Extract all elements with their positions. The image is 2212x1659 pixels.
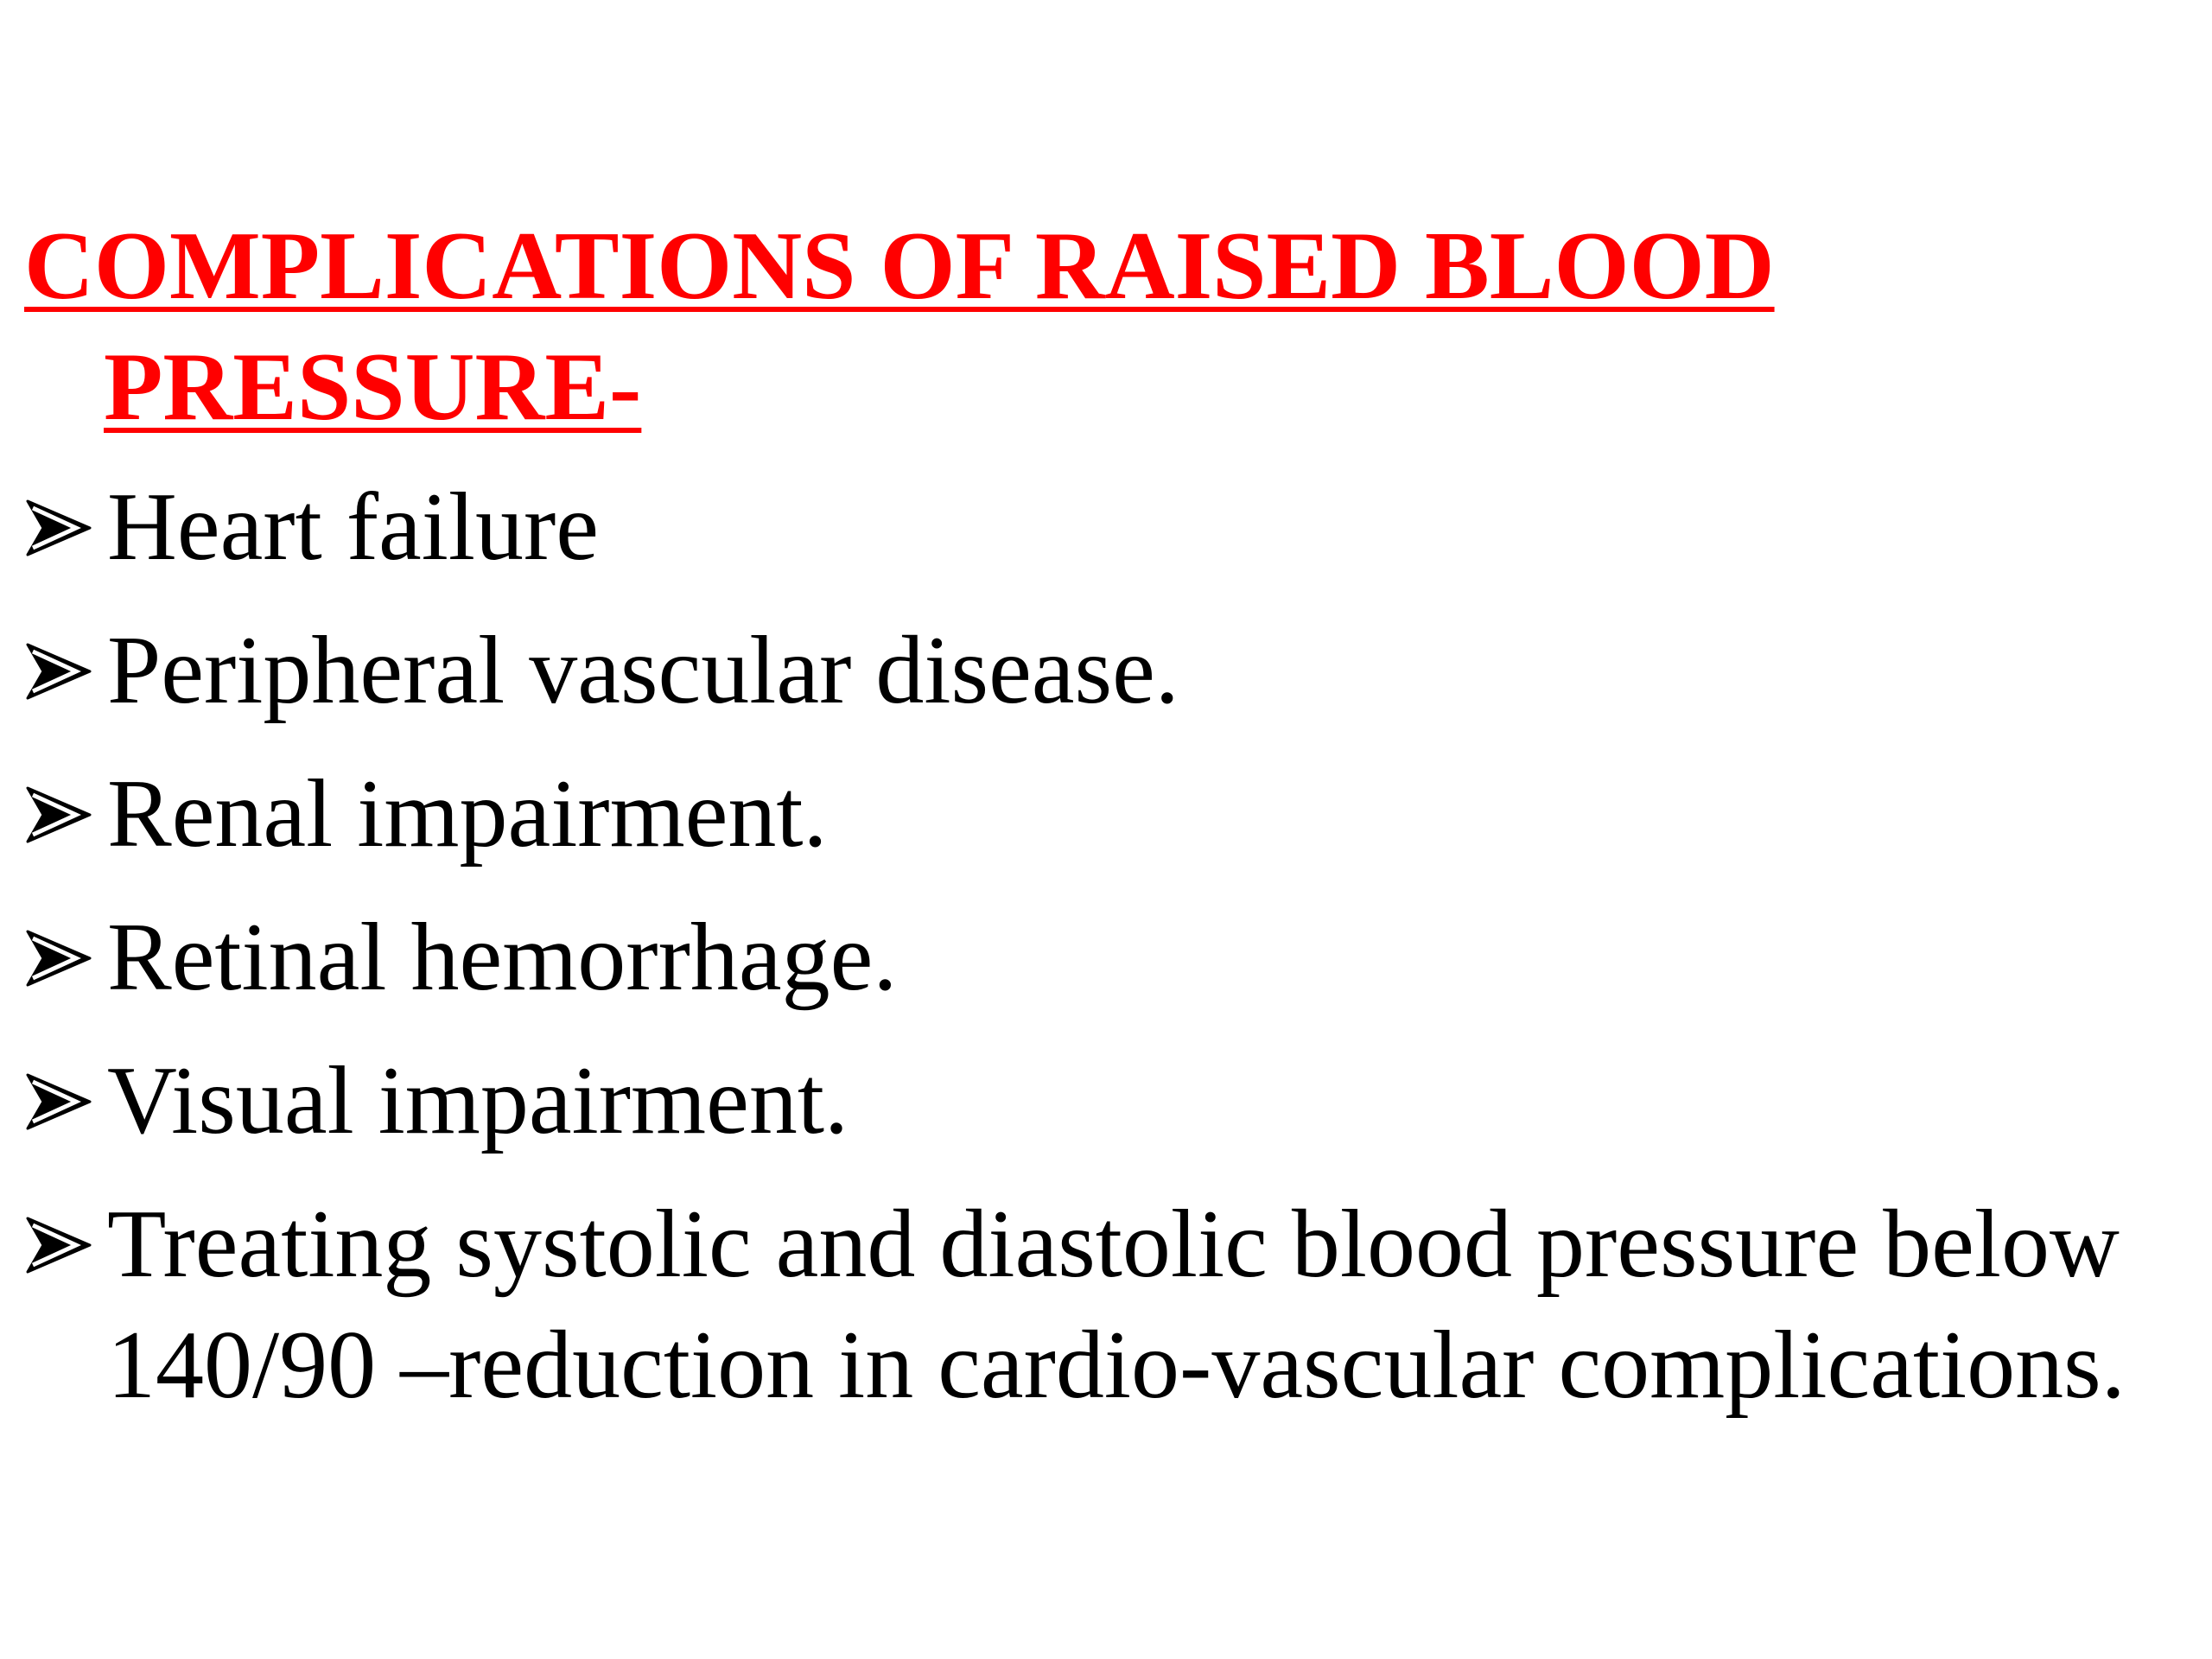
arrowhead-bullet-icon xyxy=(24,641,93,702)
bullet-text: Visual impairment. xyxy=(107,1047,849,1154)
list-item xyxy=(24,467,2202,588)
bullet-text: Retinal hemorrhage. xyxy=(107,904,898,1011)
arrowhead-bullet-icon xyxy=(24,928,93,988)
list-item xyxy=(24,897,2202,1018)
list-item xyxy=(24,1184,2202,1426)
bullet-text: Treating systolic and diastolic blood pressure below 140/90 –reduction in cardio-vascular complications. xyxy=(107,1191,2126,1419)
bullet-text: Heart failure xyxy=(107,474,599,581)
bullet-text: Renal impairment. xyxy=(107,760,828,868)
slide-content xyxy=(24,206,2202,1448)
slide-heading: COMPLICATIONS OF RAISED BLOOD PRESSURE- xyxy=(24,213,1775,441)
list-item xyxy=(24,1040,2202,1161)
bullet-list xyxy=(24,467,2202,1426)
arrowhead-bullet-icon xyxy=(24,498,93,558)
list-item xyxy=(24,610,2202,731)
list-item xyxy=(24,753,2202,874)
arrowhead-bullet-icon xyxy=(24,1215,93,1275)
arrowhead-bullet-icon xyxy=(24,1071,93,1132)
arrowhead-bullet-icon xyxy=(24,785,93,845)
bullet-text: Peripheral vascular disease. xyxy=(107,617,1179,724)
